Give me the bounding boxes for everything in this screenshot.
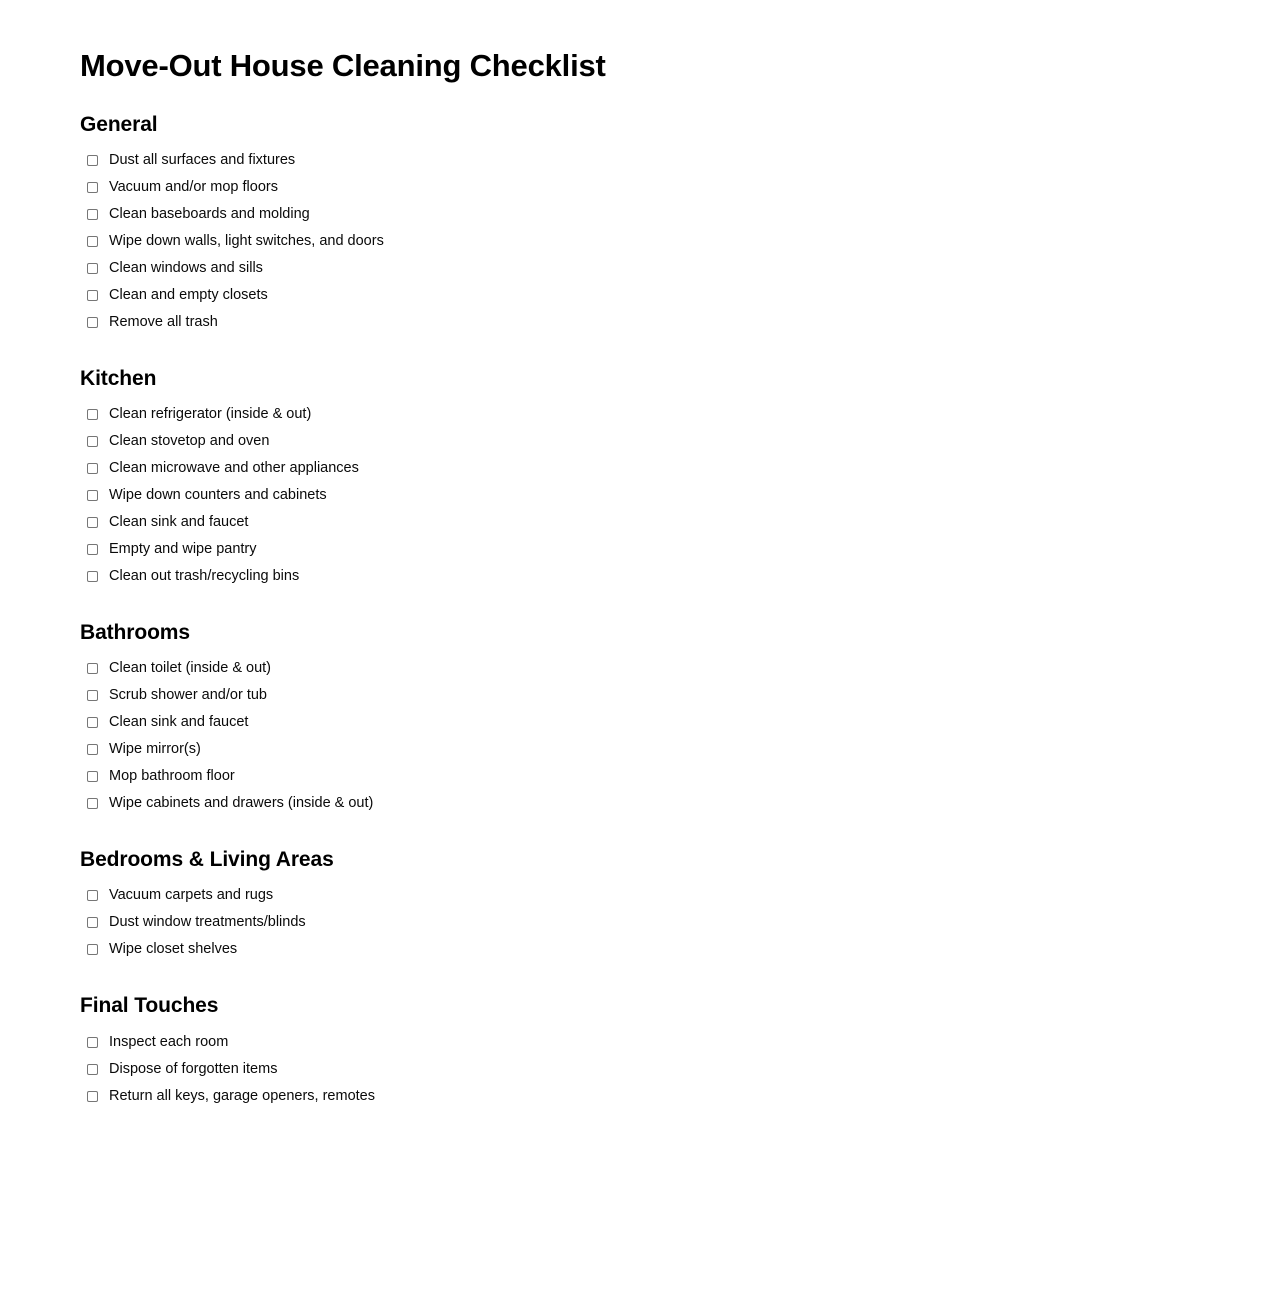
checklist-item[interactable]	[80, 882, 1238, 909]
checkbox-icon[interactable]	[87, 317, 98, 328]
checklist-item-label: Wipe closet shelves	[109, 941, 238, 958]
checkbox-icon[interactable]	[87, 263, 98, 274]
checklist-item-label: Clean out trash/recycling bins	[109, 568, 300, 585]
checkbox-icon[interactable]	[87, 463, 98, 474]
checklist-item[interactable]	[80, 282, 1238, 309]
checklist	[80, 882, 1238, 963]
checkbox-icon[interactable]	[87, 155, 98, 166]
checklist-item-label: Clean and empty closets	[109, 286, 268, 303]
checklist-item[interactable]	[80, 936, 1238, 963]
checklist	[80, 655, 1238, 817]
checkbox-icon[interactable]	[87, 1091, 98, 1102]
checklist-item[interactable]	[80, 309, 1238, 336]
checklist-item[interactable]	[80, 455, 1238, 482]
checklist-item-label: Dust all surfaces and fixtures	[109, 151, 296, 168]
checklist-item[interactable]	[80, 736, 1238, 763]
checkbox-icon[interactable]	[87, 290, 98, 301]
checklist-item-label: Mop bathroom floor	[109, 768, 235, 785]
checklist-item-label: Clean toilet (inside & out)	[109, 660, 271, 677]
checkbox-icon[interactable]	[87, 490, 98, 501]
checklist-item-label: Clean windows and sills	[109, 259, 263, 276]
checklist-item[interactable]	[80, 763, 1238, 790]
checklist-item[interactable]	[80, 201, 1238, 228]
checklist-section	[80, 620, 1238, 817]
checklist-item-label: Return all keys, garage openers, remotes	[109, 1087, 375, 1104]
checklist-item-label: Clean refrigerator (inside & out)	[109, 406, 312, 423]
checklist-item[interactable]	[80, 428, 1238, 455]
checklist-item[interactable]	[80, 655, 1238, 682]
checklist-item[interactable]	[80, 536, 1238, 563]
checklist-item-label: Dispose of forgotten items	[109, 1060, 278, 1077]
checkbox-icon[interactable]	[87, 744, 98, 755]
checklist-section	[80, 112, 1238, 336]
checklist-item[interactable]	[80, 682, 1238, 709]
checklist-item[interactable]	[80, 1029, 1238, 1056]
checkbox-icon[interactable]	[87, 436, 98, 447]
checklist	[80, 401, 1238, 590]
checklist-item-label: Dust window treatments/blinds	[109, 914, 306, 931]
checklist-item-label: Wipe mirror(s)	[109, 741, 201, 758]
checklist-item-label: Clean stovetop and oven	[109, 433, 270, 450]
checkbox-icon[interactable]	[87, 717, 98, 728]
checklist-section	[80, 847, 1238, 963]
checklist-item[interactable]	[80, 401, 1238, 428]
checklist-sections	[80, 112, 1238, 1110]
checkbox-icon[interactable]	[87, 236, 98, 247]
checkbox-icon[interactable]	[87, 409, 98, 420]
checklist-item[interactable]	[80, 509, 1238, 536]
checklist-item[interactable]	[80, 228, 1238, 255]
section-heading: Bathrooms	[80, 621, 190, 645]
checklist-item-label: Clean microwave and other appliances	[109, 460, 359, 477]
section-heading: Final Touches	[80, 994, 219, 1018]
section-heading: General	[80, 112, 158, 136]
checklist-item[interactable]	[80, 147, 1238, 174]
checklist	[80, 1029, 1238, 1110]
checkbox-icon[interactable]	[87, 182, 98, 193]
checkbox-icon[interactable]	[87, 571, 98, 582]
checklist-item[interactable]	[80, 909, 1238, 936]
checkbox-icon[interactable]	[87, 771, 98, 782]
section-heading: Bedrooms & Living Areas	[80, 848, 334, 872]
checkbox-icon[interactable]	[87, 798, 98, 809]
checklist-item-label: Remove all trash	[109, 313, 218, 330]
checklist-item-label: Inspect each room	[109, 1033, 229, 1050]
checkbox-icon[interactable]	[87, 890, 98, 901]
checklist-item[interactable]	[80, 1083, 1238, 1110]
checklist-item[interactable]	[80, 1056, 1238, 1083]
checkbox-icon[interactable]	[87, 1064, 98, 1075]
checklist-section	[80, 366, 1238, 590]
checklist-item-label: Vacuum and/or mop floors	[109, 178, 278, 195]
checklist-item-label: Vacuum carpets and rugs	[109, 887, 274, 904]
checklist	[80, 147, 1238, 336]
checklist-item-label: Wipe cabinets and drawers (inside & out)	[109, 795, 374, 812]
checklist-item-label: Clean sink and faucet	[109, 514, 249, 531]
checklist-item-label: Scrub shower and/or tub	[109, 687, 267, 704]
section-heading: Kitchen	[80, 366, 157, 390]
checklist-item[interactable]	[80, 174, 1238, 201]
checklist-item[interactable]	[80, 709, 1238, 736]
checkbox-icon[interactable]	[87, 944, 98, 955]
checklist-item[interactable]	[80, 790, 1238, 817]
checklist-item-label: Empty and wipe pantry	[109, 541, 257, 558]
page-title: Move-Out House Cleaning Checklist	[80, 48, 606, 83]
checkbox-icon[interactable]	[87, 663, 98, 674]
checkbox-icon[interactable]	[87, 517, 98, 528]
checkbox-icon[interactable]	[87, 209, 98, 220]
checklist-item-label: Clean baseboards and molding	[109, 205, 310, 222]
checkbox-icon[interactable]	[87, 544, 98, 555]
checklist-item-label: Wipe down walls, light switches, and doors	[109, 232, 384, 249]
checkbox-icon[interactable]	[87, 1037, 98, 1048]
checklist-item[interactable]	[80, 482, 1238, 509]
checkbox-icon[interactable]	[87, 690, 98, 701]
checklist-item[interactable]	[80, 255, 1238, 282]
checkbox-icon[interactable]	[87, 917, 98, 928]
checklist-item-label: Clean sink and faucet	[109, 714, 249, 731]
checklist-item-label: Wipe down counters and cabinets	[109, 487, 327, 504]
checklist-item[interactable]	[80, 563, 1238, 590]
checklist-section	[80, 993, 1238, 1109]
